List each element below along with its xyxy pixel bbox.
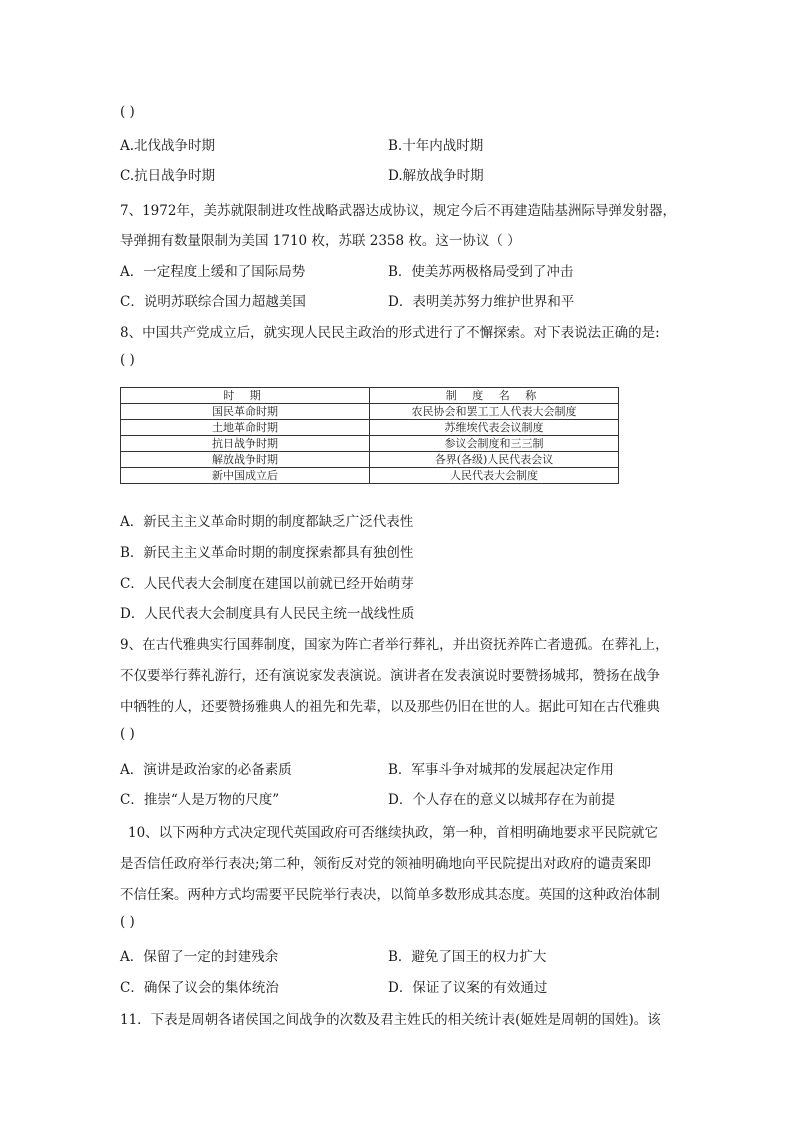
q9-option-d[interactable]: D．个人存在的意义以城邦存在为前提 xyxy=(388,792,615,808)
table-cell-period: 国民革命时期 xyxy=(121,404,370,420)
q10-option-c[interactable]: C．确保了议会的集体统治 xyxy=(120,980,279,996)
q7-options-row-2 xyxy=(120,290,680,310)
q9-options-row-1 xyxy=(120,758,680,778)
q10-option-d[interactable]: D．保证了议案的有效通过 xyxy=(388,980,548,996)
q6-option-d[interactable]: D.解放战争时期 xyxy=(388,168,484,184)
table-row xyxy=(121,404,619,420)
q9-stem-line-3: 中牺牲的人，还要赞扬雅典人的祖先和先辈，以及那些仍旧在世的人。据此可知在古代雅典 xyxy=(120,699,660,715)
table-cell-system: 参议会制度和三三制 xyxy=(370,436,619,452)
q9-options-row-2 xyxy=(120,788,680,808)
table-row xyxy=(121,420,619,436)
q10-option-a[interactable]: A．保留了一定的封建残余 xyxy=(120,949,279,965)
q7-option-b[interactable]: B．使美苏两极格局受到了冲击 xyxy=(388,264,574,280)
q7-option-a[interactable]: A．一定程度上缓和了国际局势 xyxy=(120,264,306,280)
q8-option-c[interactable]: C．人民代表大会制度在建国以前就已经开始萌芽 xyxy=(120,576,414,592)
table-cell-system: 苏维埃代表会议制度 xyxy=(370,420,619,436)
q10-options-row-1 xyxy=(120,945,680,965)
q9-stem-line-1: 9、在古代雅典实行国葬制度，国家为阵亡者举行葬礼，并出资抚养阵亡者遗孤。在葬礼上， xyxy=(120,637,669,653)
q8-option-d[interactable]: D．人民代表大会制度具有人民民主统一战线性质 xyxy=(120,606,415,622)
table-row xyxy=(121,436,619,452)
table-cell-period: 解放战争时期 xyxy=(121,452,370,468)
q10-answer-bracket: ( ) xyxy=(120,914,135,930)
q11-stem-line-1: 11．下表是周朝各诸侯国之间战争的次数及君主姓氏的相关统计表(姬姓是周朝的国姓)。该 xyxy=(120,1012,661,1028)
table-cell-system: 农民协会和罢工工人代表大会制度 xyxy=(370,404,619,420)
q6-option-a[interactable]: A.北伐战争时期 xyxy=(120,138,216,154)
table-cell-period: 抗日战争时期 xyxy=(121,436,370,452)
table-header-row xyxy=(121,388,619,404)
q6-options-row-2 xyxy=(120,164,680,184)
table-cell-period: 新中国成立后 xyxy=(121,468,370,484)
q6-option-b[interactable]: B.十年内战时期 xyxy=(388,138,484,154)
q8-stem-line-1: 8、中国共产党成立后，就实现人民民主政治的形式进行了不懈探索。对下表说法正确的是: xyxy=(120,325,660,341)
q6-options-row-1 xyxy=(120,134,680,154)
table-cell-period: 土地革命时期 xyxy=(121,420,370,436)
q8-option-b[interactable]: B．新民主主义革命时期的制度探索都具有独创性 xyxy=(120,545,414,561)
table-cell-system: 各界(各级)人民代表会议 xyxy=(370,452,619,468)
q8-period-system-table xyxy=(120,387,619,484)
q10-option-b[interactable]: B．避免了国王的权力扩大 xyxy=(388,949,547,965)
q9-answer-bracket: ( ) xyxy=(120,726,135,742)
table-cell-system: 人民代表大会制度 xyxy=(370,468,619,484)
q8-answer-bracket: ( ) xyxy=(120,352,135,368)
table-header-system: 制 度 名 称 xyxy=(370,388,619,404)
q9-option-b[interactable]: B．军事斗争对城邦的发展起决定作用 xyxy=(388,762,614,778)
q7-stem-line-1: 7、1972年，美苏就限制进攻性战略武器达成协议，规定今后不再建造陆基洲际导弹发射器， xyxy=(120,203,676,219)
q7-stem-line-2: 导弹拥有数量限制为美国 1710 枚，苏联 2358 枚。这一协议（ ） xyxy=(120,233,521,249)
q7-option-d[interactable]: D．表明美苏努力维护世界和平 xyxy=(388,294,575,310)
q10-options-row-2 xyxy=(120,976,680,996)
q7-options-row-1 xyxy=(120,260,680,280)
q8-option-a[interactable]: A．新民主主义革命时期的制度都缺乏广泛代表性 xyxy=(120,514,414,530)
q9-stem-line-2: 不仅要举行葬礼游行，还有演说家发表演说。演讲者在发表演说时要赞扬城邦，赞扬在战争 xyxy=(120,668,660,684)
q9-option-c[interactable]: C．推崇“人是万物的尺度” xyxy=(120,792,280,808)
table-row xyxy=(121,452,619,468)
q10-stem-line-2: 是否信任政府举行表决;第二种，领衔反对党的领袖明确地向平民院提出对政府的谴责案即 xyxy=(120,856,652,872)
q6-answer-bracket: ( ) xyxy=(120,104,135,120)
q7-option-c[interactable]: C．说明苏联综合国力超越美国 xyxy=(120,294,306,310)
q9-option-a[interactable]: A．演讲是政治家的必备素质 xyxy=(120,762,292,778)
q6-option-c[interactable]: C.抗日战争时期 xyxy=(120,168,216,184)
table-header-period: 时 期 xyxy=(121,388,370,404)
q10-stem-line-3: 不信任案。两种方式均需要平民院举行表决，以简单多数形成其态度。英国的这种政治体制 xyxy=(120,887,660,903)
q10-stem-line-1: 10、以下两种方式决定现代英国政府可否继续执政，第一种，首相明确地要求平民院就它 xyxy=(128,825,659,841)
table-row xyxy=(121,468,619,484)
